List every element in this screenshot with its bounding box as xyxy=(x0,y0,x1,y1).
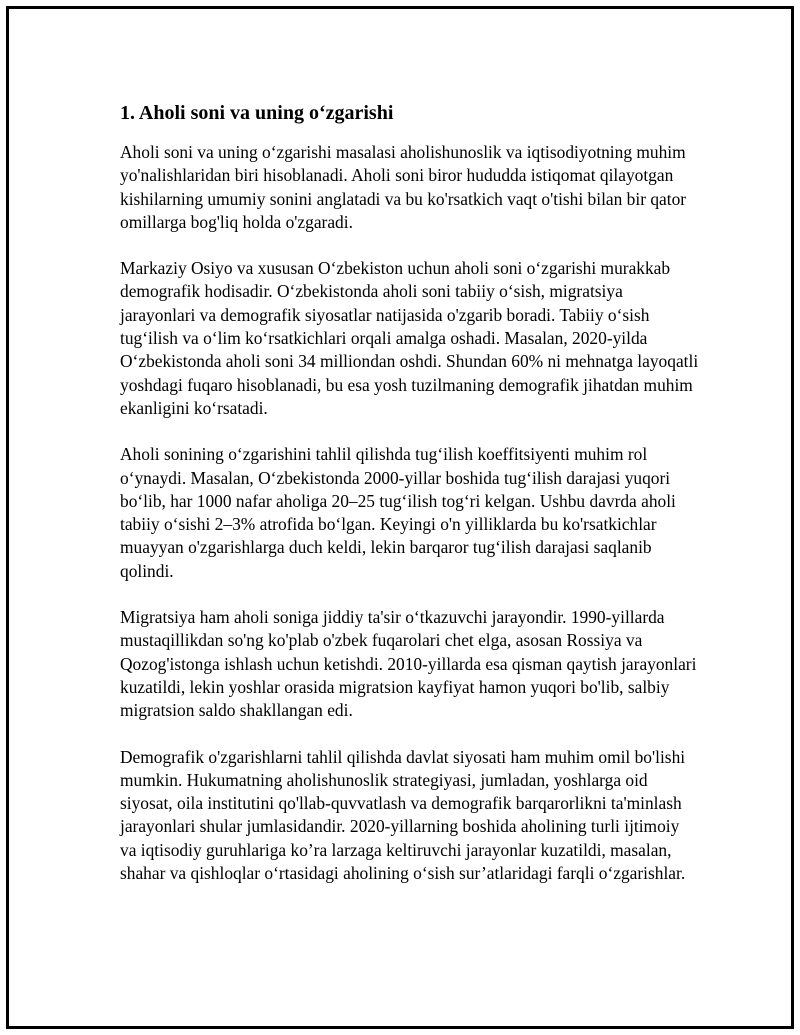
paragraph-3: Aholi sonining o‘zgarishini tahlil qilishda tug‘ilish koeffitsiyenti muhim rol o‘ynaydi. Masalan, O‘zbekistonda 2000-yillar boshida tug‘ilish darajasi yuqori bo‘lib, har 1000 nafar aholiga 20–25 tug‘ilish tog‘ri kelgan. Ushbu davrda aholi tabiiy o‘sishi 2–3% atrofida bo‘lgan. Keyingi o'n yilliklarda bu ko'rsatkichlar muayyan o'zgarishlarga duch keldi, lekin barqaror tug‘ilish darajasi saqlanib qolindi. xyxy=(120,444,676,581)
paragraph-1: Aholi soni va uning o‘zgarishi masalasi aholishunoslik va iqtisodiyotning muhim yo'nalishlaridan biri hisoblanadi. Aholi soni biror hududda istiqomat qilayotgan kishilarning umumiy sonini anglatadi va bu ko'rsatkich vaqt o'tishi bilan bir qator omillarga bog'liq holda o'zgaradi. xyxy=(120,142,687,232)
paragraph-4: Migratsiya ham aholi soniga jiddiy ta'sir o‘tkazuvchi jarayondir. 1990-yillarda mustaqillikdan so'ng ko'plab o'zbek fuqarolari chet elga, asosan Rossiya va Qozog'istonga ishlash uchun ketishdi. 2010-yillarda esa qisman qaytish jarayonlari kuzatildi, lekin yoshlar orasida migratsion kayfiyat hamon yuqori bo'lib, salbiy migratsion saldo shakllangan edi. xyxy=(120,607,697,721)
section-heading: 1. Aholi soni va uning o‘zgarishi xyxy=(120,102,394,124)
page-frame xyxy=(6,6,794,1029)
document-body xyxy=(120,100,700,908)
paragraph-5: Demografik o'zgarishlarni tahlil qilishda davlat siyosati ham muhim omil bo'lishi mumkin. Hukumatning aholishunoslik strategiyasi, jumladan, yoshlarga oid siyosat, oila institutini qo'llab-quvvatlash va demografik barqarorlikni ta'minlash jarayonlari shular jumlasidandir. 2020-yillarning boshida aholining turli ijtimoiy va iqtisodiy guruhlariga ko’ra larzaga keltiruvchi jarayonlar kuzatildi, masalan, shahar va qishloqlar o‘rtasidagi aholining o‘sish sur’atlaridagi farqli o‘zgarishlar. xyxy=(120,746,686,884)
paragraph-2: Markaziy Osiyo va xususan O‘zbekiston uchun aholi soni o‘zgarishi murakkab demografik hodisadir. O‘zbekistonda aholi soni tabiiy o‘sish, migratsiya jarayonlari va demografik siyosatlar natijasida o'zgarib boradi. Tabiiy o‘sish tug‘ilish va o‘lim ko‘rsatkichlari orqali amalga oshadi. Masalan, 2020-yilda O‘zbekistonda aholi soni 34 milliondan oshdi. Shundan 60% ni mehnatga layoqatli yoshdagi fuqaro hisoblanadi, bu esa yosh tuzilmaning demografik jihatdan muhim ekanligini ko‘rsatadi. xyxy=(120,258,699,418)
